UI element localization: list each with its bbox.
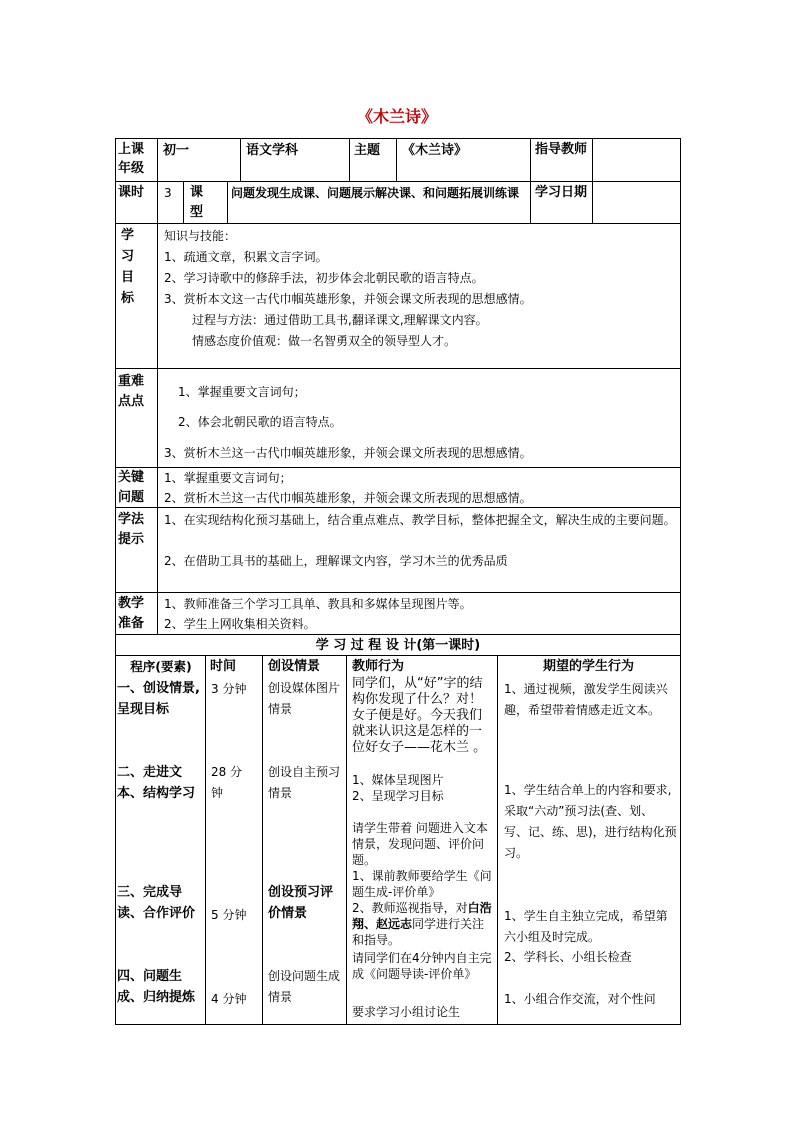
student-text-4: 1、小组合作交流，对个性问: [504, 992, 656, 1006]
header-student: 期望的学生行为: [542, 659, 634, 674]
goals-line: 知识与技能：: [164, 229, 237, 243]
teacher-text-4b: 要求学习小组讨论生: [352, 1005, 461, 1019]
keypoints-line: 2、体会北朝民歌的语言特点。: [178, 415, 342, 429]
keyquestions-line: 2、赏析木兰这一古代巾帼英雄形象，并领会课文所表现的思想感情。: [164, 491, 532, 505]
goals-line: 过程与方法：通过借助工具书,翻译课文,理解课文内容。: [192, 313, 488, 327]
header-teacher: 教师行为: [352, 659, 405, 674]
goals-content: [164, 226, 676, 366]
teacher-text-3a: 1、课前教师要给学生《问题生成-评价单》: [352, 869, 492, 899]
step4-name: 四、问题生成、归纳提炼: [117, 969, 196, 1005]
document-title: 《木兰诗》: [356, 107, 437, 126]
type-value: 问题发现生成课、问题展示解决课、和问题拓展训练课: [231, 186, 520, 200]
prep-label: 教学准备: [118, 596, 145, 631]
type-label: 课型: [190, 185, 204, 220]
teacher-label: 指导教师: [535, 142, 588, 157]
teacher-text-2b: 2、呈现学习目标: [352, 789, 444, 803]
step1-time: 3 分钟: [211, 682, 247, 696]
student-text-1: 1、通过视频，激发学生阅读兴趣，希望带着情感走近文本。: [504, 682, 668, 717]
keypoints-label: 重难点点: [118, 374, 145, 409]
keypoints-line: 3、赏析木兰这一古代巾帼英雄形象，并领会课文所表现的思想感情。: [164, 446, 532, 460]
grade-value: 初一: [163, 143, 190, 158]
teacher-text-4a: 请同学们在4分钟内自主完成《问题导读-评价单》: [352, 951, 492, 981]
header-time: 时间: [210, 659, 237, 674]
method-line: 1、在实现结构化预习基础上，结合重点难点、教学目标，整体把握全文，解决生成的主要问题。: [164, 513, 676, 527]
teacher-text-3b: [352, 900, 494, 948]
goals-label: 学习目标: [121, 228, 135, 306]
step4-time: 4 分钟: [211, 992, 247, 1006]
keyquestions-line: 1、掌握重要文言词句；: [164, 471, 292, 485]
process-title: 学 习 过 程 设 计(第一课时): [315, 638, 481, 653]
teacher-text-2a: 1、媒体呈现图片: [352, 773, 444, 787]
keyquestions-label: 关键问题: [118, 470, 145, 505]
goals-line: 2、学习诗歌中的修辞手法，初步体会北朝民歌的语言特点。: [164, 271, 484, 285]
teacher-text-2c: 请学生带着 问题进入文本情景，发现问题、评价问题。: [352, 821, 488, 867]
student-text-3b: 2、学科长、小组长检查: [504, 950, 632, 964]
step3-time: 5 分钟: [211, 908, 247, 922]
hours-label: 课时: [118, 185, 145, 200]
header-scene: 创设情景: [268, 659, 321, 674]
grade-label: 上课年级: [118, 142, 145, 176]
student-text-2: 1、学生结合单上的内容和要求,采取“六动”预习法(查、划、写、记、练、思)，进行结构化预习。: [504, 783, 677, 860]
teacher-text-3b-pre: 2、教师巡视指导，对: [352, 901, 468, 915]
step4-scene: 创设问题生成情景: [268, 969, 341, 1004]
goals-line: 1、疏通文章，积累文言字词。: [164, 250, 328, 264]
goals-line: 3、赏析本文这一古代巾帼英雄形象，并领会课文所表现的思想感情。: [164, 292, 532, 306]
topic-value: 《木兰诗》: [402, 143, 468, 158]
goals-line: 情感态度价值观：做一名智勇双全的领导型人才。: [192, 334, 457, 348]
step3-name: 三、完成导读、合作评价: [117, 885, 196, 921]
step1-name: 一、创设情景,呈现目标: [117, 681, 200, 717]
teacher-text-1: 同学们，从“好”字的结构你发现了什么？对！女子便是好。今天我们就来认识这是怎样的一位好女子——花木兰 。: [352, 676, 487, 755]
step3-scene: 创设预习评价情景: [268, 885, 334, 921]
teacher-text-3b-post: 同学进行关注和指导。: [352, 917, 485, 947]
step2-name: 二、走进文本、结构学习: [117, 765, 196, 801]
prep-line: 1、教师准备三个学习工具单、教具和多媒体呈现图片等。: [164, 597, 472, 611]
student-text-3a: 1、学生自主独立完成，希望第六小组及时完成。: [504, 909, 668, 944]
date-label: 学习日期: [535, 185, 588, 200]
method-line: 2、在借助工具书的基础上，理解课文内容，学习木兰的优秀品质: [164, 554, 508, 568]
teacher-text-3b-names: 白浩翔、赵远志: [352, 901, 492, 931]
prep-line: 2、学生上网收集相关资料。: [164, 617, 316, 631]
step2-time: 28 分钟: [211, 765, 243, 800]
method-label: 学法提示: [118, 512, 145, 547]
topic-label: 主题: [354, 143, 381, 158]
header-program: 程序(要素): [130, 659, 192, 674]
hours-value: 3: [164, 186, 172, 200]
subject: 语文学科: [246, 143, 299, 158]
step2-scene: 创设自主预习情景: [268, 765, 341, 800]
step1-scene: 创设媒体图片情景: [268, 681, 341, 716]
keypoints-line: 1、掌握重要文言词句；: [178, 385, 306, 399]
